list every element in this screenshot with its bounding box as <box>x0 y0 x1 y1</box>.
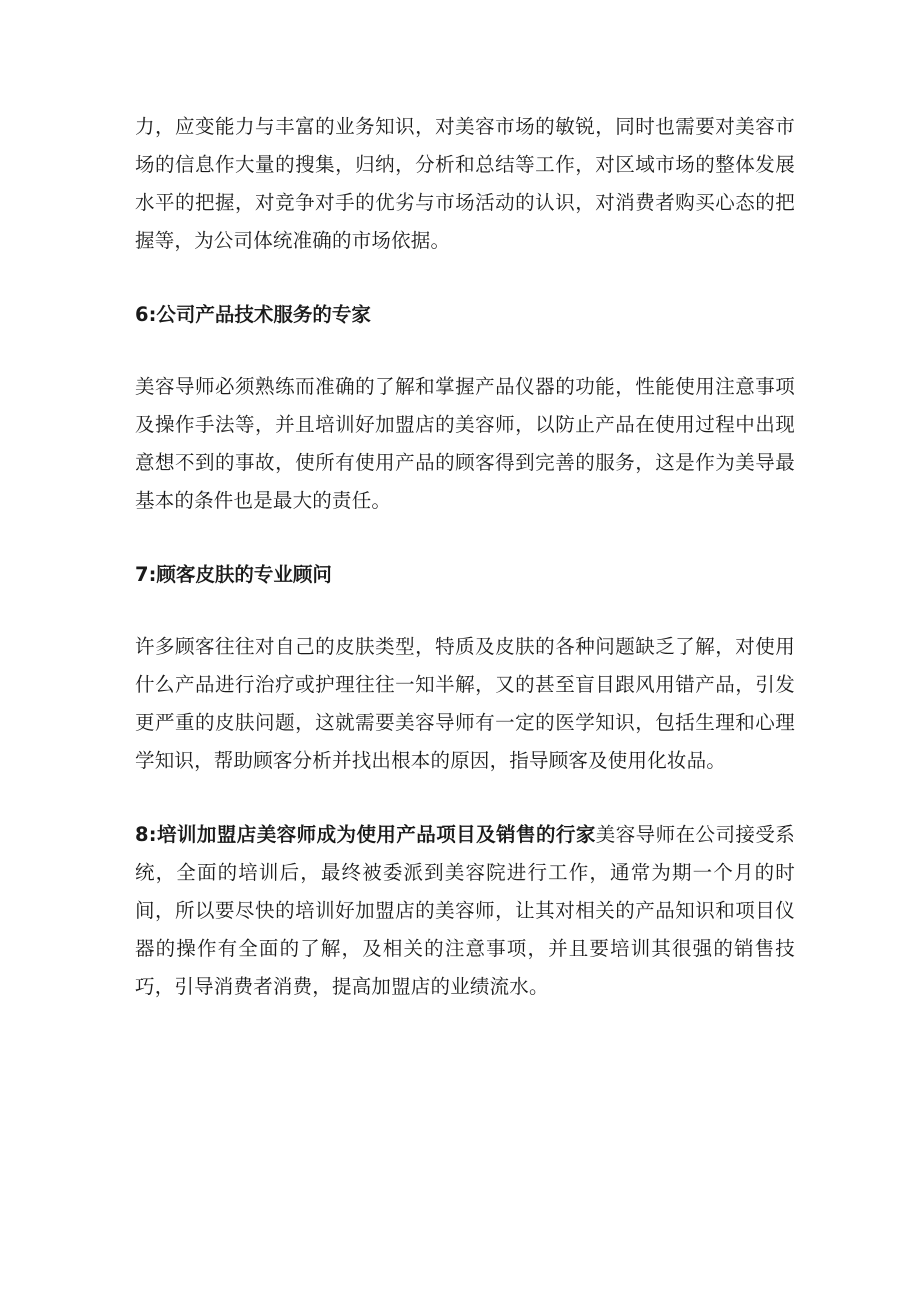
section-heading-8: 8:培训加盟店美容师成为使用产品项目及销售的行家 <box>135 823 596 846</box>
section-heading-7: 7:顾客皮肤的专业顾问 <box>135 563 332 586</box>
document-page <box>135 108 795 1006</box>
section-heading-6: 6:公司产品技术服务的专家 <box>135 303 371 326</box>
paragraph-8 <box>135 816 795 1006</box>
paragraph-8-body: 美容导师在公司接受系统，全面的培训后，最终被委派到美容院进行工作，通常为期一个月的时间，所以要尽快的培训好加盟店的美容师，让其对相关的产品知识和项目仪器的操作有全面的了解，及相关的注意事项，并且要培训其很强的销售技巧，引导消费者消费，提高加盟店的业绩流水。 <box>135 823 795 998</box>
paragraph-7: 许多顾客往往对自己的皮肤类型，特质及皮肤的各种问题缺乏了解，对使用什么产品进行治疗或护理往往一知半解，又的甚至盲目跟风用错产品，引发更严重的皮肤问题，这就需要美容导师有一定的医学知识，包括生理和心理学知识，帮助顾客分析并找出根本的原因，指导顾客及使用化妆品。 <box>135 635 795 772</box>
paragraph-intro: 力，应变能力与丰富的业务知识，对美容市场的敏锐，同时也需要对美容市场的信息作大量的搜集，归纳，分析和总结等工作，对区域市场的整体发展水平的把握，对竞争对手的优劣与市场活动的认识，对消费者购买心态的把握等，为公司体统准确的市场依据。 <box>135 115 795 252</box>
paragraph-6: 美容导师必须熟练而准确的了解和掌握产品仪器的功能，性能使用注意事项及操作手法等，并且培训好加盟店的美容师，以防止产品在使用过程中出现意想不到的事故，使所有使用产品的顾客得到完善的服务，这是作为美导最基本的条件也是最大的责任。 <box>135 375 795 512</box>
